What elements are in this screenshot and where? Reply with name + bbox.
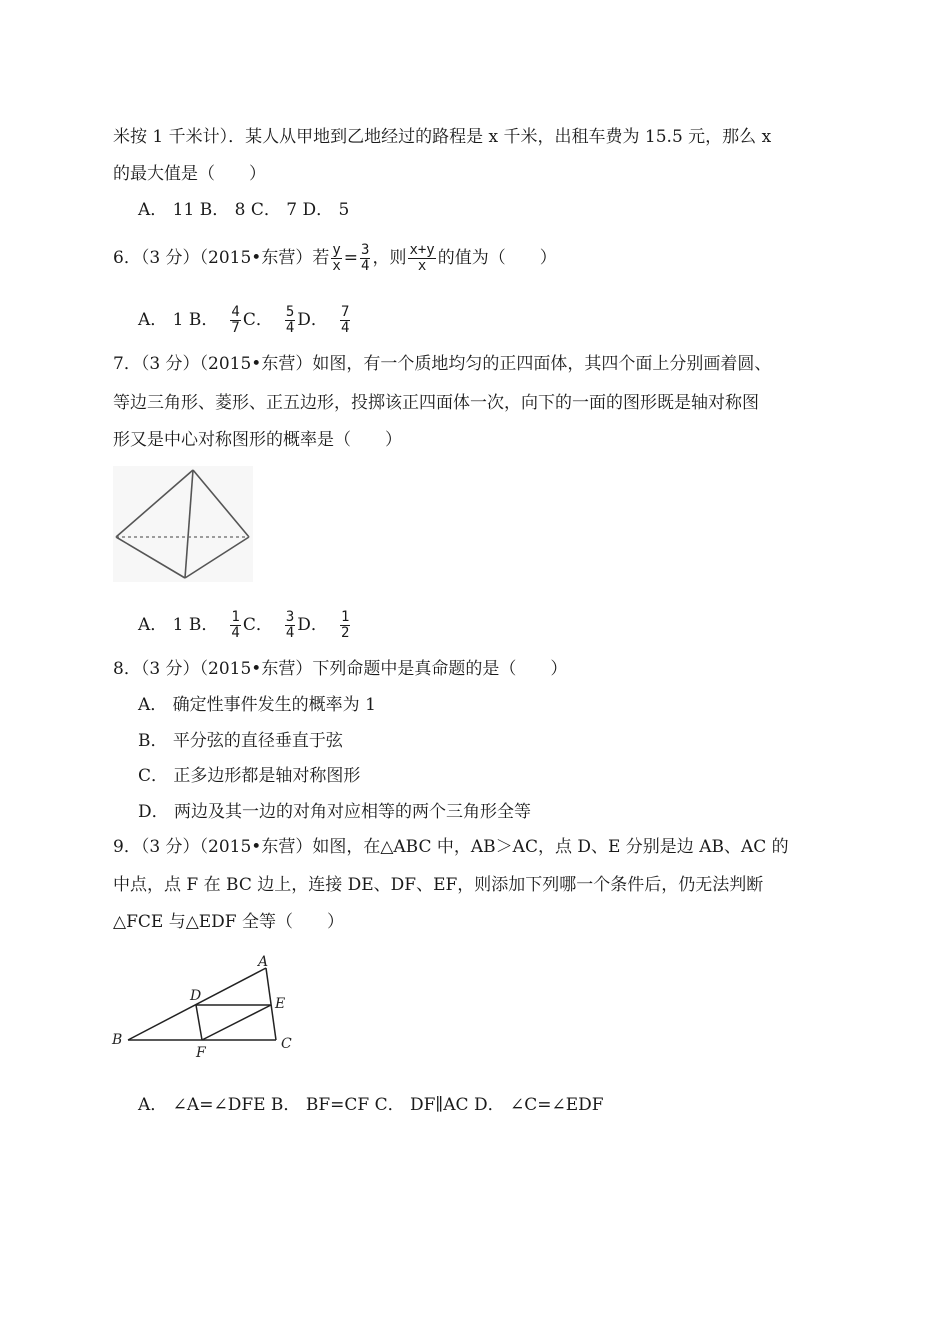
q6-stem-c: 的值为（ ） <box>437 248 557 268</box>
q7-option-c-fraction: $\frac{3}{4}$ <box>285 609 295 641</box>
q7-option-d: D． <box>297 615 328 635</box>
q6-option-c: C． <box>242 310 273 330</box>
label-d: D <box>190 988 202 1004</box>
q5-line-2: 的最大值是（ ） <box>113 164 266 184</box>
q5-line-1: 米按 1 千米计）．某人从甲地到乙地经过的路程是 x 千米，出租车费为 15.5 元，那么 x <box>113 127 772 147</box>
q8-option-b: B． 平分弦的直径垂直于弦 <box>138 731 343 751</box>
q6-equals: = <box>343 248 359 268</box>
q6-options <box>138 305 352 336</box>
q6-option-d: D． <box>297 310 328 330</box>
q6-option-b-fraction: $\frac{4}{7}$ <box>231 304 240 336</box>
q5-options: A． 11 B． 8 C． 7 D． 5 <box>138 200 350 220</box>
label-a: A <box>258 954 269 970</box>
q7-line-3: 形又是中心对称图形的概率是（ ） <box>113 430 402 450</box>
q7-line-2: 等边三角形、菱形、正五边形，投掷该正四面体一次，向下的一面的图形既是轴对称图 <box>113 393 759 413</box>
label-f: F <box>196 1045 206 1061</box>
q7-option-b-fraction: $\frac{1}{4}$ <box>231 609 240 641</box>
q8-stem: 8．（3 分）（2015•东营）下列命题中是真命题的是（ ） <box>113 659 568 679</box>
q6-fraction-3-over-4: $\frac{3}{4}$ <box>361 242 370 274</box>
triangle-abc-figure <box>108 950 298 1062</box>
q6-stem <box>113 243 557 274</box>
q9-line-1: 9．（3 分）（2015•东营）如图，在△ABC 中，AB＞AC，点 D、E 分别是边 AB、AC 的 <box>113 837 789 857</box>
figure-background <box>113 466 253 582</box>
triangle-edges <box>128 968 276 1040</box>
q8-option-c: C． 正多边形都是轴对称图形 <box>138 766 361 786</box>
q6-option-c-fraction: $\frac{5}{4}$ <box>285 304 295 336</box>
q9-options: A． ∠A=∠DFE B． BF=CF C． DF∥AC D． ∠C=∠EDF <box>138 1095 604 1115</box>
q7-option-a: A． 1 B． <box>138 615 219 635</box>
q6-option-a: A． 1 B． <box>138 310 219 330</box>
q6-option-d-fraction: $\frac{7}{4}$ <box>340 304 350 336</box>
q6-stem-a: 6．（3 分）（2015•东营）若 <box>113 248 330 268</box>
q9-line-3: △FCE 与△EDF 全等（ ） <box>113 912 345 932</box>
q8-option-d: D． 两边及其一边的对角对应相等的两个三角形全等 <box>138 802 532 822</box>
label-c: C <box>281 1036 292 1052</box>
q7-options <box>138 610 352 641</box>
q8-option-a: A． 确定性事件发生的概率为 1 <box>138 695 376 715</box>
label-e: E <box>275 996 286 1012</box>
q6-fraction-xy-over-x: $\frac{x+y}{x}$ <box>409 242 435 274</box>
q6-fraction-y-over-x: $\frac{y}{x}$ <box>332 242 341 274</box>
q7-option-d-fraction: $\frac{1}{2}$ <box>340 609 350 641</box>
q6-stem-b: ，则 <box>372 248 407 268</box>
tetrahedron-figure <box>113 466 253 582</box>
label-b: B <box>112 1032 123 1048</box>
q9-line-2: 中点，点 F 在 BC 边上，连接 DE、DF、EF，则添加下列哪一个条件后，仍无法判断 <box>113 875 764 895</box>
q7-line-1: 7．（3 分）（2015•东营）如图，有一个质地均匀的正四面体，其四个面上分别画着圆、 <box>113 354 772 374</box>
q7-option-c: C． <box>242 615 273 635</box>
